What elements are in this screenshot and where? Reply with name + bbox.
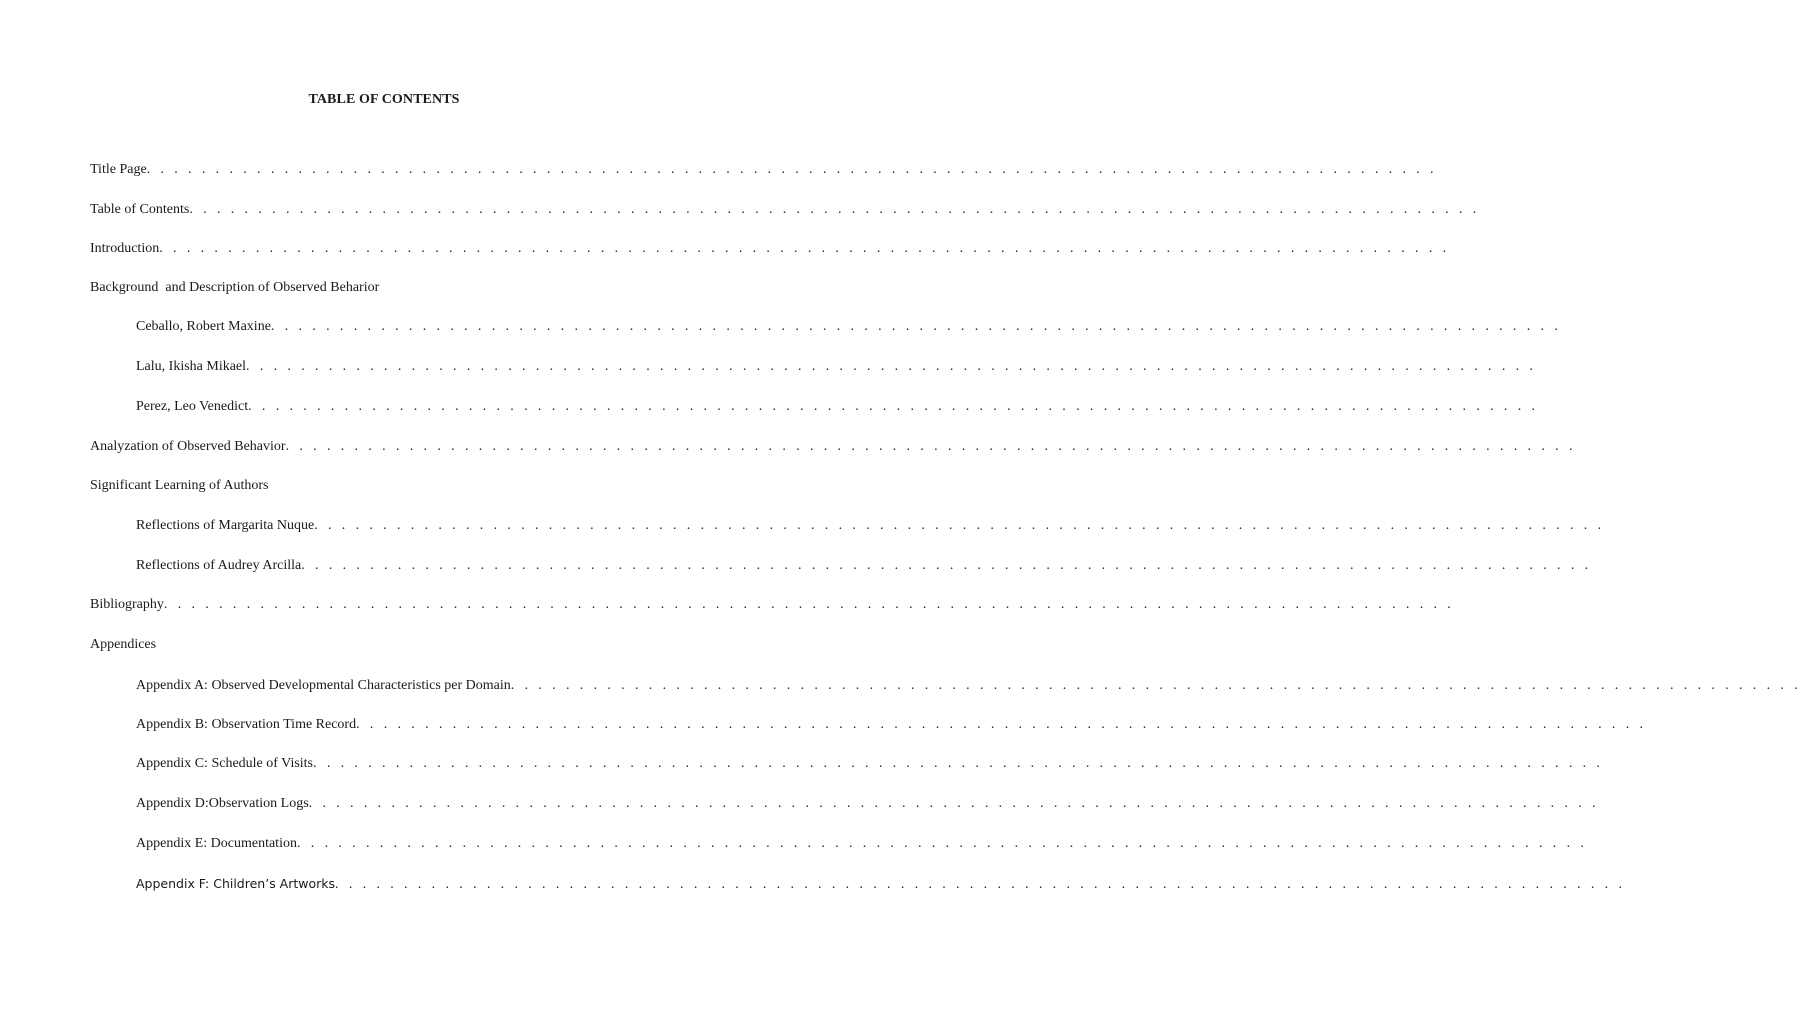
toc-entry-label: Significant Learning of Authors bbox=[90, 478, 269, 493]
toc-entry-label: Appendix D:Observation Logs bbox=[136, 796, 309, 811]
toc-entry-significant-learning bbox=[90, 476, 680, 496]
toc-entry-label: Reflections of Audrey Arcilla bbox=[136, 558, 302, 573]
dot-leader: . . . . . . . . . . . . . . . . . . . . . . . . . . . . . . . . . . . . . . . . . . . . . . . . . . . . . . . . . . . . . . . . . . . . . . . . . . . . . . . . . . . . . . . . . . . . . . bbox=[285, 439, 1576, 454]
toc-entry-label: Table of Contents bbox=[90, 202, 190, 217]
toc-entry-perez bbox=[136, 397, 1539, 417]
toc-entry-label: Bibliography bbox=[90, 597, 164, 612]
toc-entry-lalu bbox=[136, 357, 1537, 377]
toc-entry-label: Appendix E: Documentation bbox=[136, 836, 297, 851]
toc-entry-label: Appendix B: Observation Time Record bbox=[136, 717, 357, 732]
toc-entry-label: Lalu, Ikisha Mikael bbox=[136, 359, 247, 374]
toc-entry-introduction bbox=[90, 239, 1450, 259]
toc-entry-label: Appendices bbox=[90, 637, 157, 652]
dot-leader: . . . . . . . . . . . . . . . . . . . . . . . . . . . . . . . . . . . . . . . . . . . . . . . . . . . . . . . . . . . . . . . . . . . . . . . . . . . . . . . . . . . . . . . . . . . . . . bbox=[308, 796, 1599, 811]
toc-entry-label: Reflections of Margarita Nuque bbox=[136, 518, 315, 533]
dot-leader: . . . . . . . . . . . . . . . . . . . . . . . . . . . . . . . . . . . . . . . . . . . . . . . . . . . . . . . . . . . . . . . . . . . . . . . . . . . . . . . . . . . . . . . . . . . . . . bbox=[163, 597, 1455, 612]
toc-entry-label: Title Page bbox=[90, 162, 147, 177]
dot-leader: . . . . . . . . . . . . . . . . . . . . . . . . . . . . . . . . . . . . . . . . . . . . . . . . . . . . . . . . . . . . . . . . . . . . . . . . . . . . . . . . . . . . . . . . . . . . . . bbox=[335, 877, 1626, 892]
page-title: TABLE OF CONTENTS bbox=[308, 92, 460, 107]
toc-entry-appendix-f bbox=[136, 874, 1626, 894]
toc-entry-label: Background and Description of Observed Beharior bbox=[90, 280, 380, 295]
toc-entry-appendix-a bbox=[136, 676, 1801, 696]
toc-entry-analyzation bbox=[90, 437, 1576, 457]
toc-entry-title-page bbox=[90, 160, 1437, 180]
dot-leader: . . . . . . . . . . . . . . . . . . . . . . . . . . . . . . . . . . . . . . . . . . . . . . . . . . . . . . . . . . . . . . . . . . . . . . . . . . . . . . . . . . . . . . . . . . . . . . bbox=[296, 836, 1588, 851]
toc-entry-label: Ceballo, Robert Maxine bbox=[136, 319, 271, 334]
toc-entry-reflections-arcilla bbox=[136, 556, 1592, 576]
toc-entry-label: Introduction bbox=[90, 241, 160, 256]
toc-entry-appendix-d bbox=[136, 794, 1599, 814]
dot-leader: . . . . . . . . . . . . . . . . . . . . . . . . . . . . . . . . . . . . . . . . . . . . . . . . . . . . . . . . . . . . . . . . . . . . . . . . . . . . . . . . . . . . . . . . . . . . . . bbox=[314, 518, 1605, 533]
toc-entry-appendix-b bbox=[136, 715, 1647, 735]
toc-entry-label: Analyzation of Observed Behavior bbox=[90, 439, 286, 454]
toc-entry-label: Perez, Leo Venedict bbox=[136, 399, 249, 414]
toc-entry-table-of-contents bbox=[90, 200, 1480, 220]
dot-leader: . . . . . . . . . . . . . . . . . . . . . . . . . . . . . . . . . . . . . . . . . . . . . . . . . . . . . . . . . . . . . . . . . . . . . . . . . . . . . . . . . . . . . . . . . . . . . . bbox=[510, 678, 1801, 693]
toc-entry-appendix-e bbox=[136, 834, 1588, 854]
dot-leader: . . . . . . . . . . . . . . . . . . . . . . . . . . . . . . . . . . . . . . . . . . . . . . . . . . . . . . . . . . . . . . . . . . . . . . . . . . . . . . . . . . . . . . . . . . . . . . bbox=[246, 359, 1537, 374]
dot-leader: . . . . . . . . . . . . . . . . . . . . . . . . . . . . . . . . . . . . . . . . . . . . . . . . . . . . . . . . . . . . . . . . . . . . . . . . . . . . . . . . . . . . . . . . . . . . . . bbox=[356, 717, 1647, 732]
dot-leader: . . . . . . . . . . . . . . . . . . . . . . . . . . . . . . . . . . . . . . . . . . . . . . . . . . . . . . . . . . . . . . . . . . . . . . . . . . . . . . . . . . . . . . . . . . . . . . bbox=[301, 558, 1592, 573]
toc-entry-label: Appendix C: Schedule of Visits bbox=[136, 756, 314, 771]
toc-entry-label: Appendix A: Observed Developmental Characteristics per Domain bbox=[136, 678, 511, 693]
dot-leader: . . . . . . . . . . . . . . . . . . . . . . . . . . . . . . . . . . . . . . . . . . . . . . . . . . . . . . . . . . . . . . . . . . . . . . . . . . . . . . . . . . . . . . . . . . . . . . bbox=[189, 202, 1480, 217]
dot-leader: . . . . . . . . . . . . . . . . . . . . . . . . . . . . . . . . . . . . . . . . . . . . . . . . . . . . . . . . . . . . . . . . . . . . . . . . . . . . . . . . . . . . . . . . . . . . . . bbox=[248, 399, 1539, 414]
dot-leader: . . . . . . . . . . . . . . . . . . . . . . . . . . . . . . . . . . . . . . . . . . . . . . . . . . . . . . . . . . . . . . . . . . . . . . . . . . . . . . . . . . . . . . . . . . . . . . bbox=[159, 241, 1450, 256]
toc-entry-appendix-c bbox=[136, 754, 1604, 774]
toc-entry-appendices bbox=[90, 635, 680, 655]
dot-leader: . . . . . . . . . . . . . . . . . . . . . . . . . . . . . . . . . . . . . . . . . . . . . . . . . . . . . . . . . . . . . . . . . . . . . . . . . . . . . . . . . . . . . . . . . . . . . . bbox=[146, 162, 1437, 177]
toc-entry-background bbox=[90, 278, 680, 298]
dot-leader: . . . . . . . . . . . . . . . . . . . . . . . . . . . . . . . . . . . . . . . . . . . . . . . . . . . . . . . . . . . . . . . . . . . . . . . . . . . . . . . . . . . . . . . . . . . . . . bbox=[270, 319, 1562, 334]
toc-entry-bibliography bbox=[90, 595, 1455, 615]
dot-leader: . . . . . . . . . . . . . . . . . . . . . . . . . . . . . . . . . . . . . . . . . . . . . . . . . . . . . . . . . . . . . . . . . . . . . . . . . . . . . . . . . . . . . . . . . . . . . . bbox=[313, 756, 1604, 771]
toc-entry-reflections-nuque bbox=[136, 516, 1605, 536]
toc-entry-label: Appendix F: Children’s Artworks bbox=[136, 876, 336, 891]
toc-entry-ceballo bbox=[136, 317, 1562, 337]
